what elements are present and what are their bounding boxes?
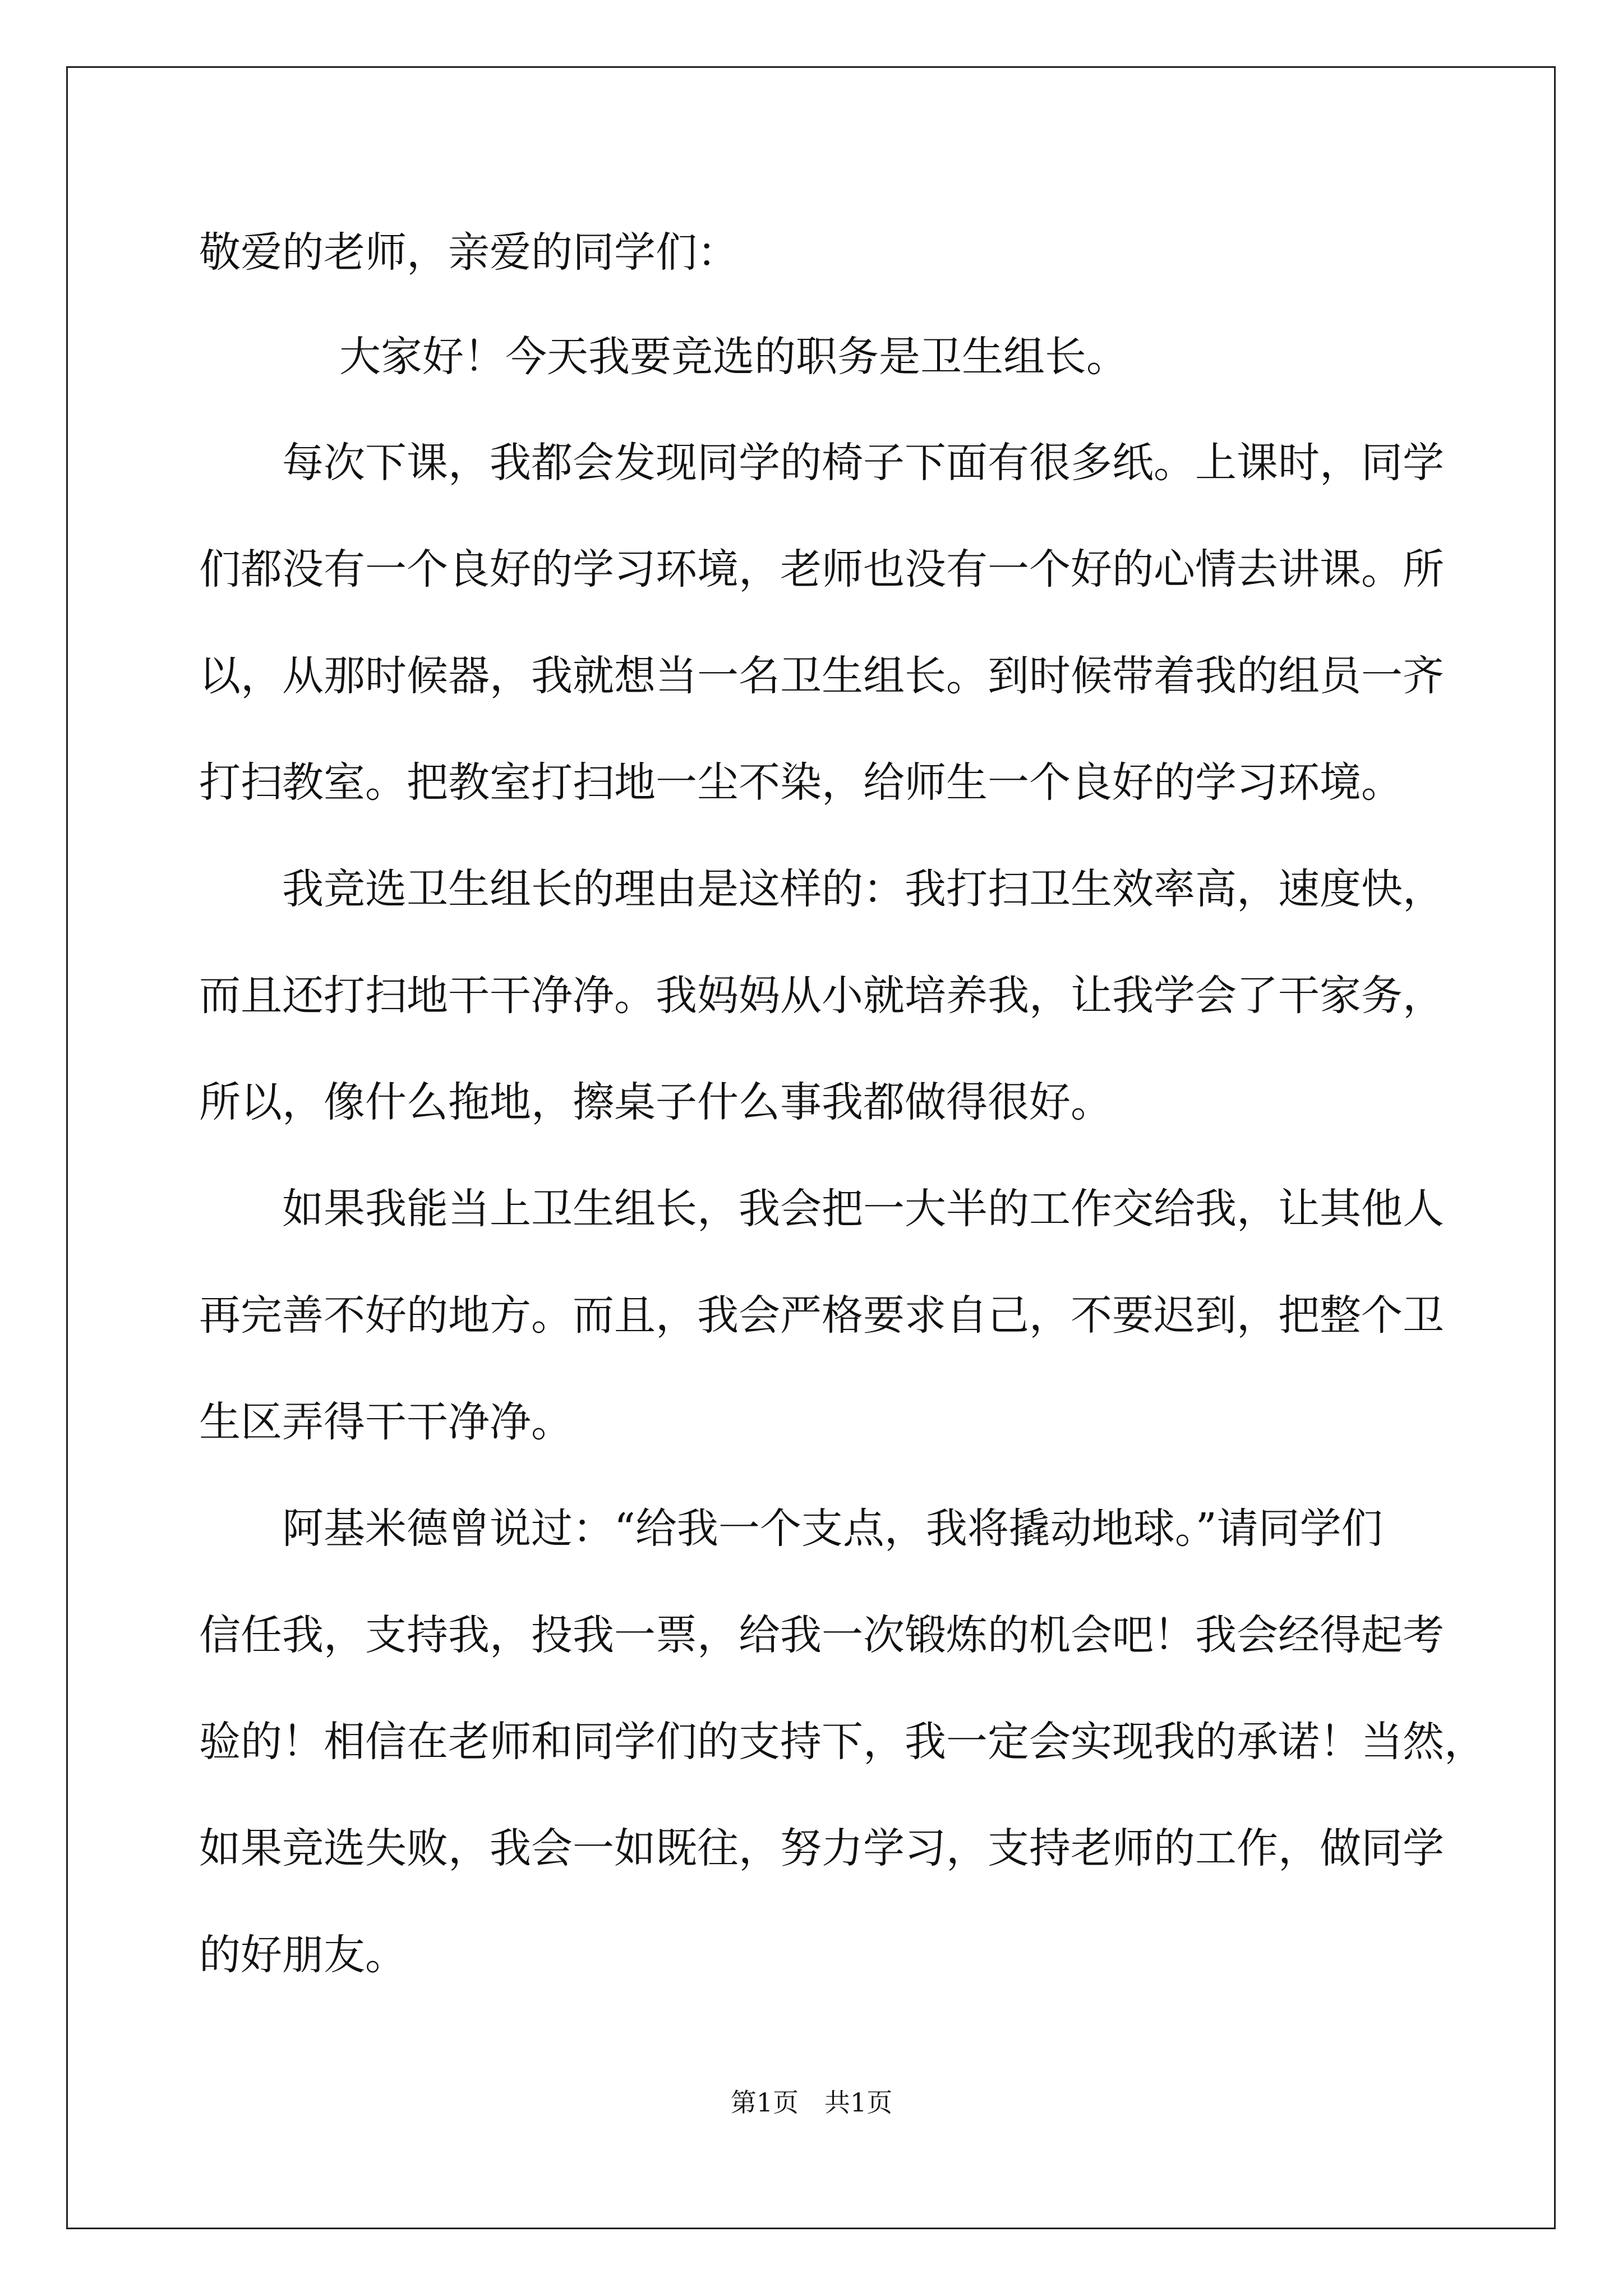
- paragraph-line: 我竞选卫生组长的理由是这样的：我打扫卫生效率高，速度快，: [282, 865, 1444, 913]
- paragraph-line: 所以，像什么拖地，擦桌子什么事我都做得很好。: [199, 1078, 1112, 1126]
- paragraph-line: 阿基米德曾说过：“给我一个支点，我将撬动地球。”请同学们: [282, 1504, 1383, 1553]
- paragraph-line: 生区弄得干干净净。: [199, 1398, 573, 1446]
- paragraph-line: 如果竞选失败，我会一如既往，努力学习，支持老师的工作，做同学: [199, 1824, 1444, 1872]
- paragraph-line: 每次下课，我都会发现同学的椅子下面有很多纸。上课时，同学: [282, 439, 1444, 487]
- page-footer: 第1页 共1页: [730, 2087, 893, 2118]
- paragraph-line: 以，从那时候器，我就想当一名卫生组长。到时候带着我的组员一齐: [199, 652, 1444, 700]
- paragraph-line: 再完善不好的地方。而且，我会严格要求自己，不要迟到，把整个卫: [199, 1291, 1444, 1340]
- paragraph-line: 的好朋友。: [199, 1931, 407, 1979]
- greeting-line: 大家好！今天我要竞选的职务是卫生组长。: [339, 333, 1128, 381]
- paragraph-line: 而且还打扫地干干净净。我妈妈从小就培养我，让我学会了干家务，: [199, 972, 1444, 1020]
- paragraph-line: 信任我，支持我，投我一票，给我一次锻炼的机会吧！我会经得起考: [199, 1611, 1444, 1659]
- page-border: [66, 66, 1556, 2229]
- paragraph-line: 验的！相信在老师和同学们的支持下，我一定会实现我的承诺！当然，: [199, 1718, 1486, 1766]
- paragraph-line: 们都没有一个良好的学习环境，老师也没有一个好的心情去讲课。所: [199, 545, 1444, 593]
- salutation-line: 敬爱的老师，亲爱的同学们：: [199, 228, 739, 277]
- paragraph-line: 打扫教室。把教室打扫地一尘不染，给师生一个良好的学习环境。: [199, 758, 1403, 807]
- paragraph-line: 如果我能当上卫生组长，我会把一大半的工作交给我，让其他人: [282, 1185, 1444, 1233]
